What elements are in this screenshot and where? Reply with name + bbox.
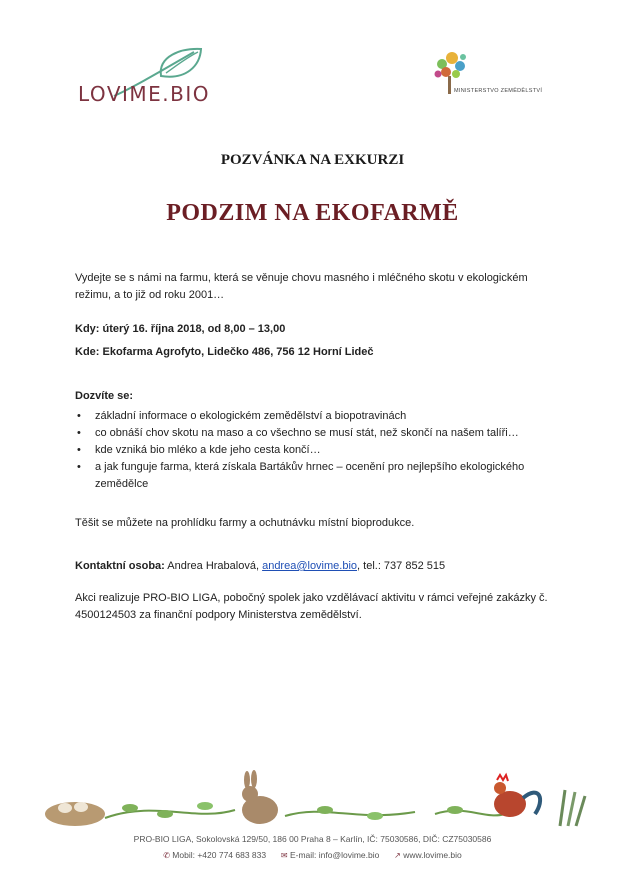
learn-heading: Dozvíte se:: [75, 390, 134, 402]
list-item: • kde vzniká bio mléko a kde jeho cesta končí…: [75, 442, 555, 459]
intro-paragraph: Vydejte se s námi na farmu, která se věnuje chovu masného i mléčného skotu v ekologickém režimu, a to již od roku 2001…: [75, 272, 528, 301]
contact-phone: , tel.: 737 852 515: [357, 560, 446, 572]
list-item: • základní informace o ekologickém zemědělství a biopotravinách: [75, 408, 555, 425]
event-location: Kde: Ekofarma Agrofyto, Lidečko 486, 756 12 Horní Lideč: [75, 346, 374, 358]
topics-list: [75, 408, 555, 493]
contact-email-link[interactable]: andrea@lovime.bio: [262, 560, 358, 572]
invite-heading: POZVÁNKA NA EXKURZI: [220, 152, 405, 168]
contact-line: [75, 558, 555, 575]
ministry-logo: [430, 50, 560, 106]
event-date: Kdy: úterý 16. října 2018, od 8,00 – 13,00: [75, 323, 286, 335]
footer-web: www.lovime.bio: [403, 850, 462, 860]
contact-label: Kontaktní osoba:: [75, 560, 165, 572]
funding-paragraph: Akci realizuje PRO-BIO LIGA, pobočný spolek jako vzdělávací aktivitu v rámci veřejné zakázky č. 4500124503 za finanční podpory Ministerstva zemědělství.: [75, 592, 548, 621]
footer-contacts: [0, 850, 625, 860]
bullet-icon: •: [77, 444, 81, 456]
list-item: • a jak funguje farma, která získala Bartákův hrnec – ocenění pro nejlepšího ekologického zemědělce: [77, 461, 525, 490]
lovime-logo: [78, 46, 228, 116]
brand-name: LOVIME.BIO: [78, 82, 211, 106]
bullet-icon: •: [77, 427, 81, 439]
footer-mobile: Mobil: +420 774 683 833: [172, 850, 267, 860]
list-item: • co obnáší chov skotu na maso a co všechno se musí stát, než skončí na našem talíři…: [75, 425, 555, 442]
footer-illustration: [35, 770, 595, 828]
footer-email: E-mail: info@lovime.bio: [289, 850, 380, 860]
event-title: PODZIM NA EKOFARMĚ: [166, 200, 459, 226]
mail-icon: ✉: [280, 851, 288, 860]
enjoy-paragraph: Těšit se můžete na prohlídku farmy a ochutnávku místní bioprodukce.: [75, 517, 415, 529]
bullet-icon: •: [77, 461, 81, 473]
web-icon: ↗: [394, 851, 401, 860]
ministry-name: MINISTERSTVO ZEMĚDĚLSTVÍ: [454, 88, 543, 94]
bullet-icon: •: [77, 410, 81, 422]
footer-address: PRO-BIO LIGA, Sokolovská 129/50, 186 00 Praha 8 – Karlín, IČ: 75030586, DIČ: CZ75030586: [133, 834, 492, 844]
phone-icon: ✆: [163, 851, 170, 860]
contact-name: Andrea Hrabalová,: [164, 560, 263, 572]
